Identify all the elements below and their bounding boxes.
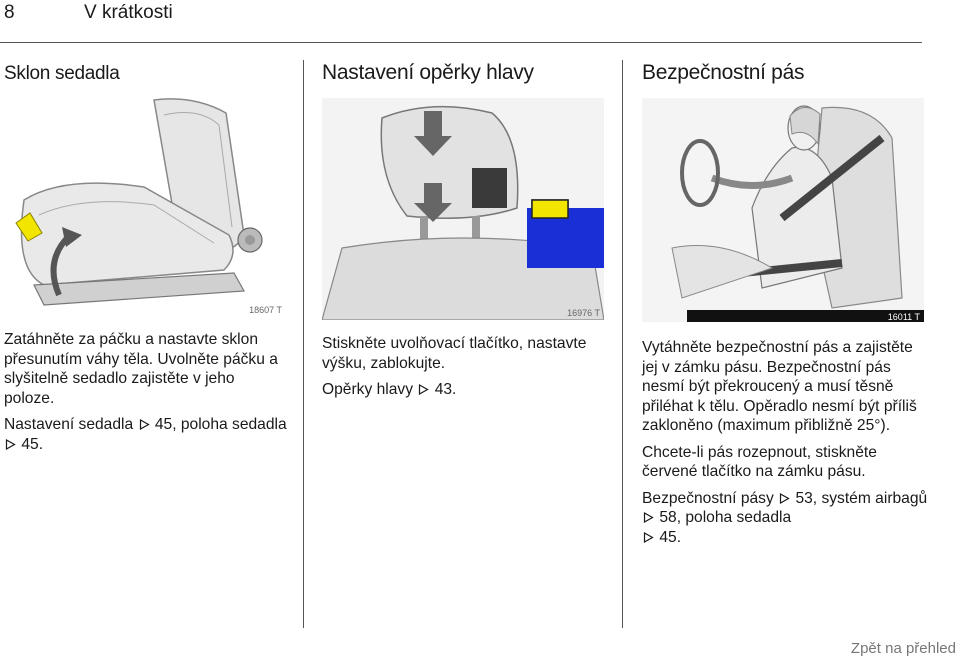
reference-link[interactable]: 45. <box>21 435 44 453</box>
reference-arrow-icon <box>418 384 429 395</box>
reference-link[interactable]: 43. <box>434 381 457 398</box>
section-title-seat-tilt: Sklon sedadla <box>4 63 120 84</box>
seat-belt-text <box>642 338 932 554</box>
figure-code: 16011 T <box>887 312 920 322</box>
seat-belt-illustration <box>642 98 924 322</box>
section-title-head-restraint: Nastavení opěrky hlavy <box>322 61 534 84</box>
seat-tilt-illustration <box>4 95 286 317</box>
reference-label: Bezpečnostní pásy <box>642 489 774 507</box>
head-restraint-text <box>322 334 612 407</box>
seat-belt-references <box>642 489 932 548</box>
reference-link[interactable]: 45, poloha sedadla <box>154 416 287 433</box>
reference-label: Nastavení sedadla <box>4 416 134 433</box>
column-divider <box>303 60 304 628</box>
reference-label: Opěrky hlavy <box>322 381 413 398</box>
seat-tilt-instructions: Zatáhněte za páčku a nastavte sklon přesunutím váhy těla. Uvolněte páčku a slyšitelně sedadlo zajistěte v jeho poloze. <box>4 331 278 407</box>
column-divider <box>622 60 623 628</box>
reference-link[interactable]: 45. <box>659 528 682 546</box>
reference-arrow-icon <box>779 493 790 504</box>
reference-link[interactable]: 58, poloha sedadla <box>659 509 792 526</box>
figure-code: 18607 T <box>249 305 282 315</box>
header-divider <box>0 42 922 43</box>
seat-belt-release: Chcete-li pás rozepnout, stiskněte červené tlačítko na zámku pásu. <box>642 443 877 480</box>
section-title-seat-belt: Bezpečnostní pás <box>642 61 805 84</box>
reference-arrow-icon <box>139 419 150 430</box>
figure-code: 16976 T <box>567 308 600 318</box>
seat-belt-instructions: Vytáhněte bezpečnostní pás a zajistěte jej v zámku pásu. Bezpečnostní pás nesmí být překroucený a musí těsně přiléhat k tělu. Opěradlo nesmí být příliš zakloněno (maximum přibližně 25°). <box>642 339 917 434</box>
head-restraint-illustration <box>322 98 604 320</box>
head-restraint-instructions: Stiskněte uvolňovací tlačítko, nastavte výšku, zablokujte. <box>322 335 587 372</box>
head-restraint-references <box>322 380 612 400</box>
chapter-title: V krátkosti <box>84 2 173 23</box>
back-to-overview-link[interactable]: Zpět na přehled <box>850 640 956 657</box>
reference-arrow-icon <box>643 532 654 543</box>
reference-link[interactable]: 53, systém airbagů <box>795 489 928 507</box>
seat-tilt-text <box>4 330 289 461</box>
reference-arrow-icon <box>643 512 654 523</box>
seat-tilt-references <box>4 415 289 454</box>
page-number: 8 <box>4 2 15 23</box>
reference-arrow-icon <box>5 439 16 450</box>
